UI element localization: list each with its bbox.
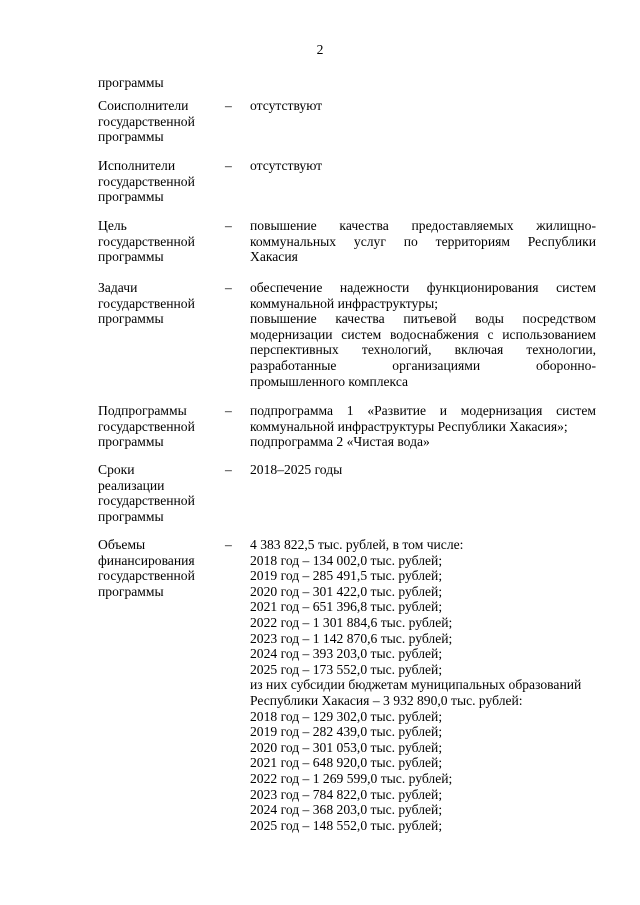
value-line: промышленного комплекса [250,373,409,389]
value-line: 2021 год – 651 396,8 тыс. рублей; [250,599,443,615]
value-line: 2020 год – 301 422,0 тыс. рублей; [250,583,443,599]
value-line: 2024 год – 368 203,0 тыс. рублей; [250,802,443,818]
label-line: финансирования [98,552,195,568]
label-line: программы [98,508,164,524]
dash: – [225,462,232,477]
label-line: Цель [98,218,127,233]
value-line: 4 383 822,5 тыс. рублей, в том числе: [250,537,464,552]
value-line: разработанные организациями оборонно- [250,357,596,373]
label-line: программы [98,189,164,205]
row-label [98,280,216,327]
label-line: государственной [98,493,195,509]
row-label [98,537,216,599]
value-line: 2019 год – 282 439,0 тыс. рублей; [250,724,443,740]
row-label [98,462,216,524]
label-line: Исполнители [98,158,176,173]
row-value [250,462,596,478]
value-line: 2023 год – 784 822,0 тыс. рублей; [250,786,443,802]
value-line: 2023 год – 1 142 870,6 тыс. рублей; [250,630,453,646]
label-line: государственной [98,173,195,189]
label-line: программы [98,583,164,599]
label-line: Задачи [98,280,138,295]
value-line: коммунальной инфраструктуры; [250,295,439,311]
value-line: 2025 год – 148 552,0 тыс. рублей; [250,817,443,833]
row-label [98,158,216,205]
label-line: государственной [98,113,195,129]
value-line: 2018 год – 134 002,0 тыс. рублей; [250,552,443,568]
value-line: 2022 год – 1 269 599,0 тыс. рублей; [250,770,453,786]
dash: – [225,403,232,418]
label-line: Сроки [98,462,135,477]
dash: – [225,537,232,552]
label-line: программы [98,434,164,450]
value-line: повышение качества питьевой воды посредством [250,311,596,327]
row-value [250,537,596,833]
value-line: коммунальных услуг по территориям Республики [250,233,596,249]
value-line: 2020 год – 301 053,0 тыс. рублей; [250,739,443,755]
value-line: модернизации систем водоснабжения с использованием [250,326,596,342]
dash: – [225,158,232,173]
value-line: 2025 год – 173 552,0 тыс. рублей; [250,661,443,677]
row-value [250,158,596,174]
label-line: государственной [98,568,195,584]
value-line: обеспечение надежности функционирования систем [250,280,596,295]
dash: – [225,98,232,113]
row-value [250,218,596,265]
label-line: программы [98,129,164,145]
value-line: повышение качества предоставляемых жилищно- [250,218,596,233]
row-label [98,98,216,145]
value-line: 2024 год – 393 203,0 тыс. рублей; [250,646,443,662]
value-line: из них субсидии бюджетам муниципальных образований [250,677,582,693]
row-label [98,403,216,450]
label-line: программы [98,311,164,327]
label-line: программы [98,249,164,265]
value-line: 2019 год – 285 491,5 тыс. рублей; [250,568,443,584]
row-value [250,98,596,114]
value-line: 2018–2025 годы [250,462,343,477]
value-line: Республики Хакасия – 3 932 890,0 тыс. рублей: [250,692,523,708]
value-line: отсутствуют [250,158,323,173]
label-line: государственной [98,233,195,249]
row-label [98,218,216,265]
row-value [250,403,596,450]
row-value [250,280,596,389]
continued-label: программы [98,75,164,90]
label-line: Объемы [98,537,146,552]
value-line: 2018 год – 129 302,0 тыс. рублей; [250,708,443,724]
label-line: реализации [98,477,165,493]
page-number: 2 [316,42,324,57]
value-line: подпрограмма 2 «Чистая вода» [250,434,430,450]
dash: – [225,280,232,295]
value-line: подпрограмма 1 «Развитие и модернизация систем [250,403,596,418]
label-line: государственной [98,295,195,311]
label-line: Подпрограммы [98,403,187,418]
label-line: государственной [98,418,195,434]
value-line: коммунальной инфраструктуры Республики Хакасия»; [250,418,568,434]
value-line: Хакасия [250,249,298,265]
value-line: перспективных технологий, включая технологии, [250,342,596,358]
value-line: 2022 год – 1 301 884,6 тыс. рублей; [250,614,453,630]
label-line: Соисполнители [98,98,189,113]
value-line: 2021 год – 648 920,0 тыс. рублей; [250,755,443,771]
value-line: отсутствуют [250,98,323,113]
dash: – [225,218,232,233]
